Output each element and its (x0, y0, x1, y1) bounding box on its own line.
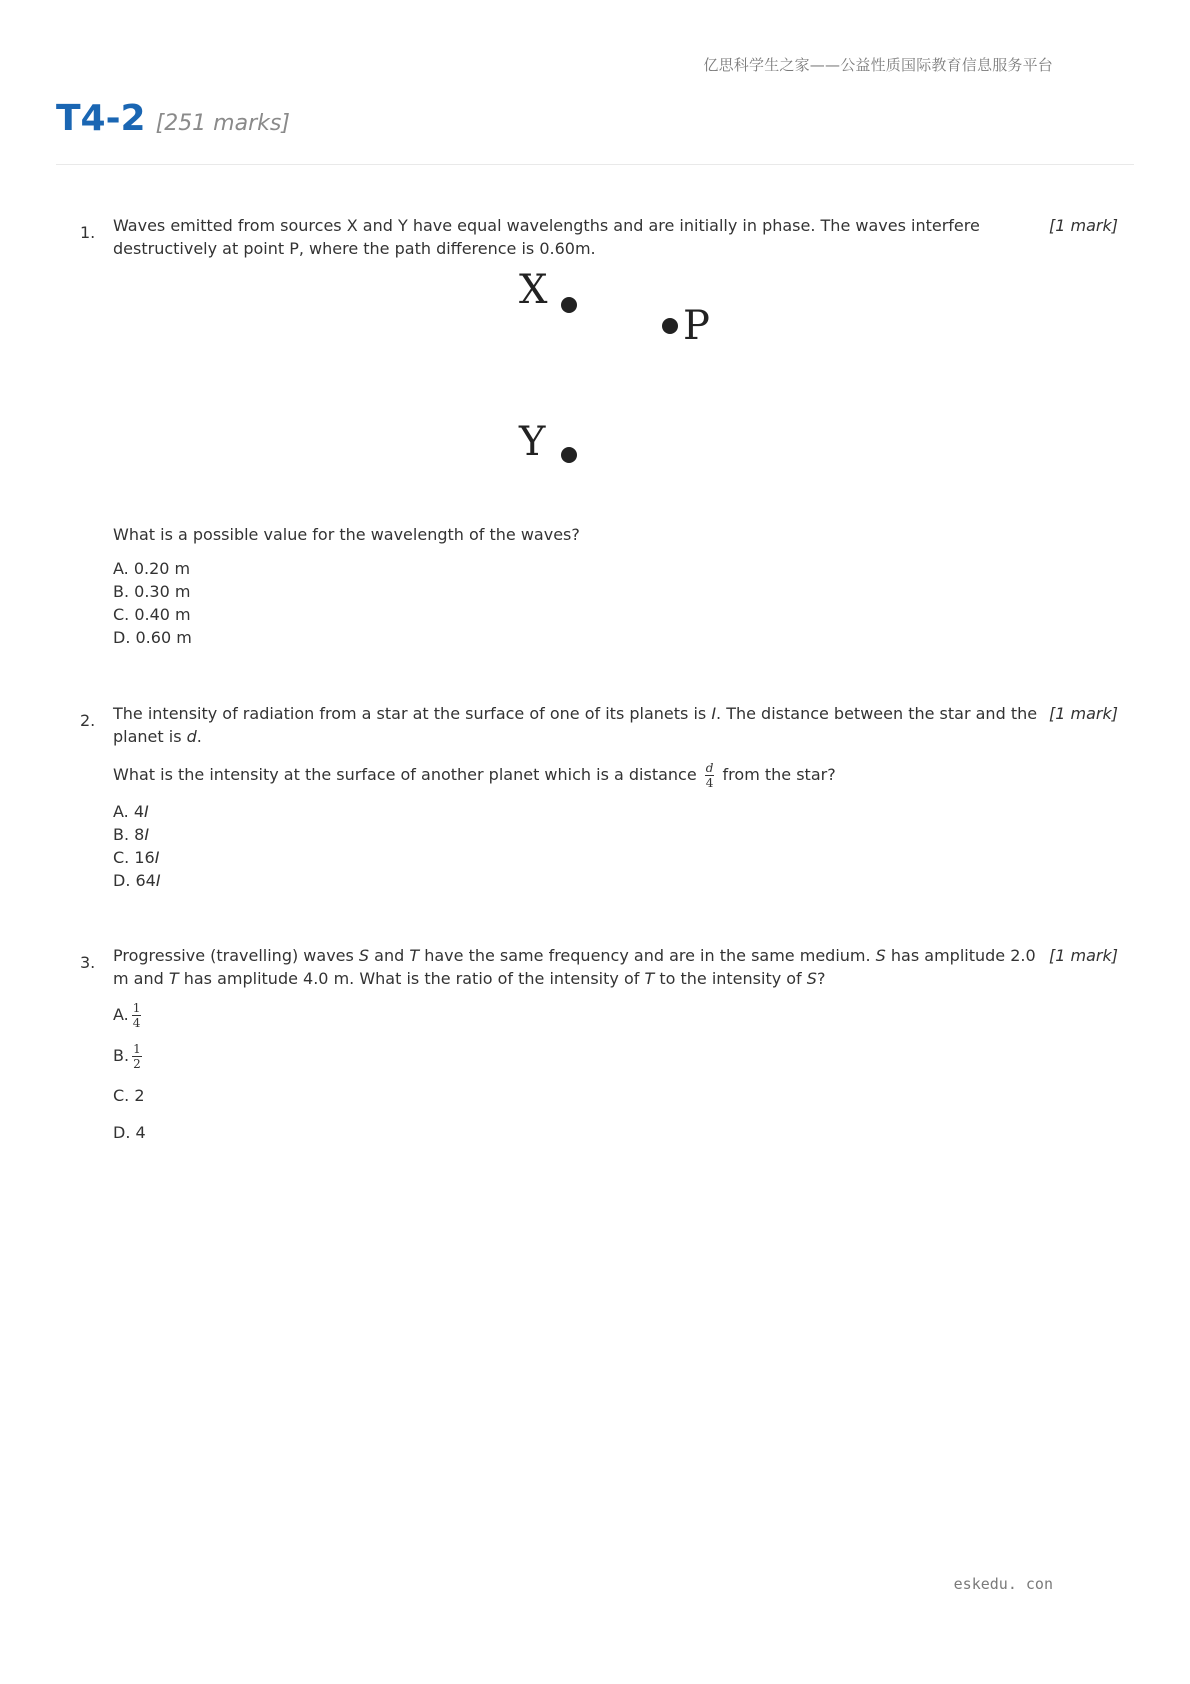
question-subtext (113, 762, 1118, 789)
label-x: X (519, 270, 548, 313)
fraction-numerator: d (705, 761, 714, 775)
option-b[interactable] (113, 1043, 1118, 1070)
option-c[interactable] (113, 846, 1118, 869)
option-c[interactable]: C. 2 (113, 1086, 145, 1105)
label-p: P (683, 303, 710, 349)
footer-note: eskedu. con (953, 1575, 1053, 1593)
fraction-1-over-2 (132, 1043, 142, 1070)
option-a[interactable] (113, 1002, 1118, 1029)
label-y: Y (519, 419, 546, 465)
question-2 (80, 702, 1118, 892)
var-t: T (409, 946, 420, 965)
question-body (113, 523, 1118, 649)
option-var: I (144, 825, 150, 844)
question-stem (113, 702, 1118, 748)
option-text: C. 16 (113, 848, 155, 867)
option-c[interactable]: C. 0.40 m (113, 605, 191, 624)
stem-part: has amplitude 4.0 m. What is the ratio of the intensity of (178, 969, 645, 988)
option-text: A. (113, 1005, 129, 1024)
stem-part: . The distance between the star and the planet is (113, 704, 1038, 746)
question-text (113, 702, 1046, 748)
stem-part: to the intensity of (654, 969, 807, 988)
fraction-denominator: 4 (705, 776, 714, 790)
options-list (113, 800, 1118, 892)
option-d[interactable]: D. 0.60 m (113, 628, 192, 647)
option-b[interactable]: B. 0.30 m (113, 582, 191, 601)
source-x-dot (561, 297, 577, 313)
option-text: B. 8 (113, 825, 145, 844)
fraction-numerator: 1 (133, 1042, 141, 1056)
title-marks: [251 marks] (155, 111, 290, 136)
stem-part: . (196, 727, 202, 746)
stem-part: have the same frequency and are in the same medium. (419, 946, 876, 965)
var-s: S (875, 946, 886, 965)
option-var: I (144, 802, 149, 821)
question-marks: [1 mark] (1049, 704, 1118, 723)
fraction-denominator: 2 (133, 1057, 141, 1071)
sub-part: What is the intensity at the surface of another planet which is a distance (113, 765, 702, 784)
var-t: T (644, 969, 655, 988)
var-t: T (168, 969, 179, 988)
sub-part: from the star? (717, 765, 836, 784)
question-stem (113, 214, 1118, 260)
var-d: d (186, 727, 197, 746)
title-code: T4-2 (56, 98, 146, 139)
stem-part: has amplitude 2.0 m and (113, 946, 1036, 988)
fraction-denominator: 4 (132, 1016, 141, 1030)
option-var: I (154, 848, 160, 867)
option-d[interactable]: D. 4 (113, 1123, 146, 1142)
question-number: 3. (80, 953, 96, 972)
var-s: S (806, 969, 817, 988)
option-b[interactable] (113, 823, 1118, 846)
question-body (113, 944, 1118, 1144)
option-a[interactable] (113, 800, 1118, 823)
option-text: B. (113, 1046, 130, 1065)
point-p-dot (662, 318, 678, 334)
fraction-1-over-4 (132, 1002, 142, 1029)
page-title (56, 98, 1134, 165)
question-subtext: What is a possible value for the wavelength of the waves? (113, 525, 580, 544)
stem-part: ? (816, 969, 826, 988)
var-i: I (711, 704, 717, 723)
stem-part: Progressive (travelling) waves (113, 946, 359, 965)
question-number: 1. (80, 223, 96, 242)
option-text: D. 64 (113, 871, 156, 890)
option-a[interactable]: A. 0.20 m (113, 559, 191, 578)
stem-part: and (369, 946, 410, 965)
question-body (113, 702, 1118, 892)
option-text: A. 4 (113, 802, 145, 821)
question-body (113, 214, 1118, 260)
fraction-numerator: 1 (132, 1001, 141, 1015)
option-d[interactable] (113, 869, 1118, 892)
header-note: 亿思科学生之家——公益性质国际教育信息服务平台 (703, 56, 1053, 74)
options-list (113, 1002, 1118, 1144)
stem-part: The intensity of radiation from a star at the surface of one of its planets is (113, 704, 712, 723)
interference-diagram (515, 270, 735, 480)
question-3 (80, 944, 1118, 1144)
fraction-d-over-4 (705, 762, 715, 789)
question-text (113, 944, 1046, 990)
question-1 (80, 214, 1118, 260)
options-list (113, 557, 1118, 649)
question-marks: [1 mark] (1049, 216, 1118, 235)
option-var: I (155, 871, 161, 890)
var-s: S (358, 946, 370, 965)
question-marks: [1 mark] (1049, 946, 1118, 965)
question-number: 2. (80, 711, 96, 730)
question-stem (113, 944, 1118, 990)
question-text: Waves emitted from sources X and Y have equal wavelengths and are initially in phase. The waves interfere destructively at point P, where the path difference is 0.60m. (113, 216, 980, 258)
question-1-continued (80, 523, 1118, 649)
source-y-dot (561, 447, 577, 463)
